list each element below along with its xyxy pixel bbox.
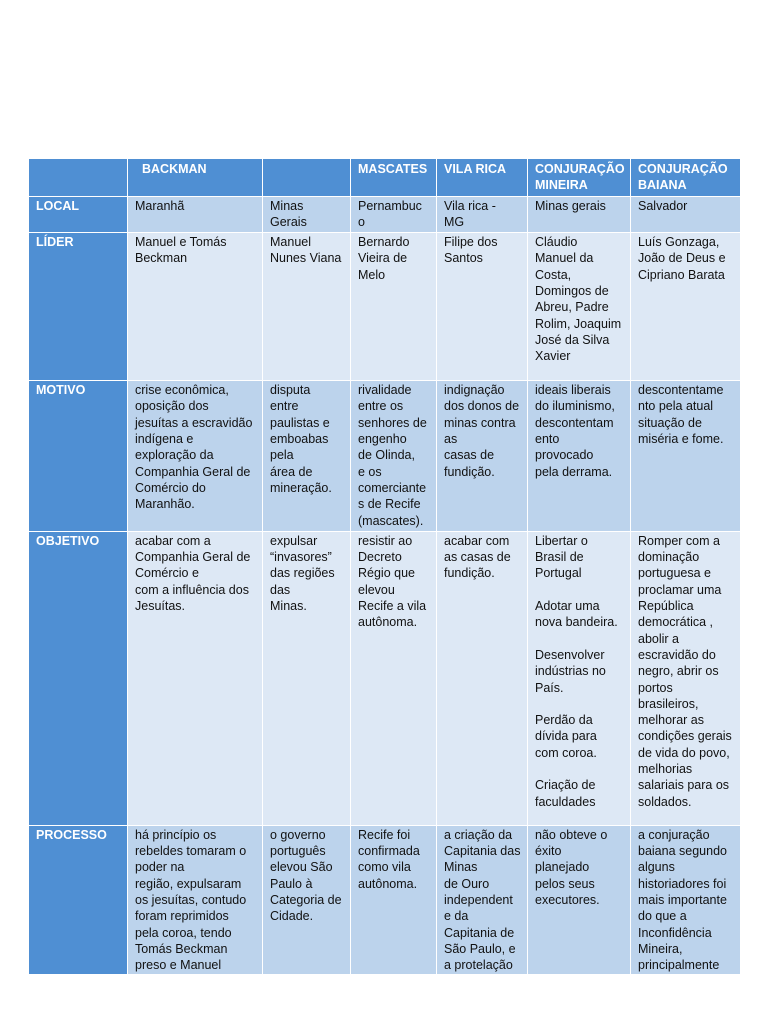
table-cell: Bernardo Vieira de Melo: [351, 233, 437, 381]
table-cell: [351, 825, 437, 974]
table-cell: Vila rica - MG: [437, 196, 528, 233]
header-cell-conjuracao-baiana: CONJURAÇÃO BAIANA: [631, 159, 741, 197]
table-cell: Salvador: [631, 196, 741, 233]
table-cell-text: a criação da Capitania das Minas de Ouro independent e da Capitania de São Paulo, e a protelação: [444, 827, 521, 972]
table-cell: Minas gerais: [528, 196, 631, 233]
header-cell-corner: [29, 159, 128, 197]
table-cell: rivalidade entre os senhores de engenho de Olinda, e os comerciante s de Recife (mascates).: [351, 381, 437, 532]
table-cell: Pernambuc o: [351, 196, 437, 233]
table-row-lider: [29, 233, 741, 381]
table-cell-text: a conjuração baiana segundo alguns historiadores foi mais importante do que a Inconfidência Mineira, principalmente: [638, 827, 727, 972]
table-cell: Filipe dos Santos: [437, 233, 528, 381]
table-cell: disputa entre paulistas e emboabas pela área de mineração.: [263, 381, 351, 532]
table-cell: Cláudio Manuel da Costa, Domingos de Abreu, Padre Rolim, Joaquim José da Silva Xavier: [528, 233, 631, 381]
row-label-processo-text: PROCESSO: [36, 827, 107, 842]
table-row-processo: [29, 825, 741, 974]
header-cell-empty: [263, 159, 351, 197]
table-cell: [631, 825, 741, 974]
row-label-motivo: MOTIVO: [29, 381, 128, 532]
table-cell: descontentame nto pela atual situação de miséria e fome.: [631, 381, 741, 532]
table-cell-text: Recife foi confirmada como vila autônoma.: [358, 827, 420, 891]
table-cell: ideais liberais do iluminismo, descontentam ento provocado pela derrama.: [528, 381, 631, 532]
table-cell: [128, 825, 263, 974]
row-label-objetivo: OBJETIVO: [29, 531, 128, 825]
table-cell: Manuel e Tomás Beckman: [128, 233, 263, 381]
table-cell: Luís Gonzaga, João de Deus e Cipriano Barata: [631, 233, 741, 381]
table-cell: Minas Gerais: [263, 196, 351, 233]
table-cell: acabar com a Companhia Geral de Comércio e com a influência dos Jesuítas.: [128, 531, 263, 825]
header-cell-backman: BACKMAN: [128, 159, 263, 197]
revolts-comparison-table: [28, 158, 741, 975]
table-cell: Manuel Nunes Viana: [263, 233, 351, 381]
row-label-local: LOCAL: [29, 196, 128, 233]
header-cell-mascates: MASCATES: [351, 159, 437, 197]
table-row-objetivo: [29, 531, 741, 825]
row-label-processo: [29, 825, 128, 974]
table-cell-text: não obteve o éxito planejado pelos seus executores.: [535, 827, 608, 908]
table-cell-text: há princípio os rebeldes tomaram o poder na região, expulsaram os jesuítas, contudo foram reprimidos pela coroa, tendo Tomás Beckman preso e Manuel: [135, 827, 247, 972]
table-cell: Maranhã: [128, 196, 263, 233]
table-cell: indignação dos donos de minas contra as casas de fundição.: [437, 381, 528, 532]
table-cell: Libertar o Brasil de Portugal Adotar uma nova bandeira. Desenvolver indústrias no País. Perdão da dívida para com coroa. Criação de faculdades: [528, 531, 631, 825]
row-label-lider: LÍDER: [29, 233, 128, 381]
table-header-row: [29, 159, 741, 197]
table-cell: crise econômica, oposição dos jesuítas a escravidão indígena e exploração da Companhia Geral de Comércio do Maranhão.: [128, 381, 263, 532]
header-cell-conjuracao-mineira: CONJURAÇÃO MINEIRA: [528, 159, 631, 197]
table-cell: [263, 825, 351, 974]
table-cell: resistir ao Decreto Régio que elevou Recife a vila autônoma.: [351, 531, 437, 825]
table-cell: acabar com as casas de fundição.: [437, 531, 528, 825]
table-cell: Romper com a dominação portuguesa e proclamar uma República democrática , abolir a escravidão do negro, abrir os portos brasileiros, melhorar as condições gerais de vida do povo, melhorias salariais para os soldados.: [631, 531, 741, 825]
table-cell: [528, 825, 631, 974]
table-row-local: [29, 196, 741, 233]
header-cell-vila-rica: VILA RICA: [437, 159, 528, 197]
table-cell: [437, 825, 528, 974]
table-cell: expulsar “invasores” das regiões das Minas.: [263, 531, 351, 825]
table-row-motivo: [29, 381, 741, 532]
table-cell-text: o governo português elevou São Paulo à Categoria de Cidade.: [270, 827, 342, 924]
